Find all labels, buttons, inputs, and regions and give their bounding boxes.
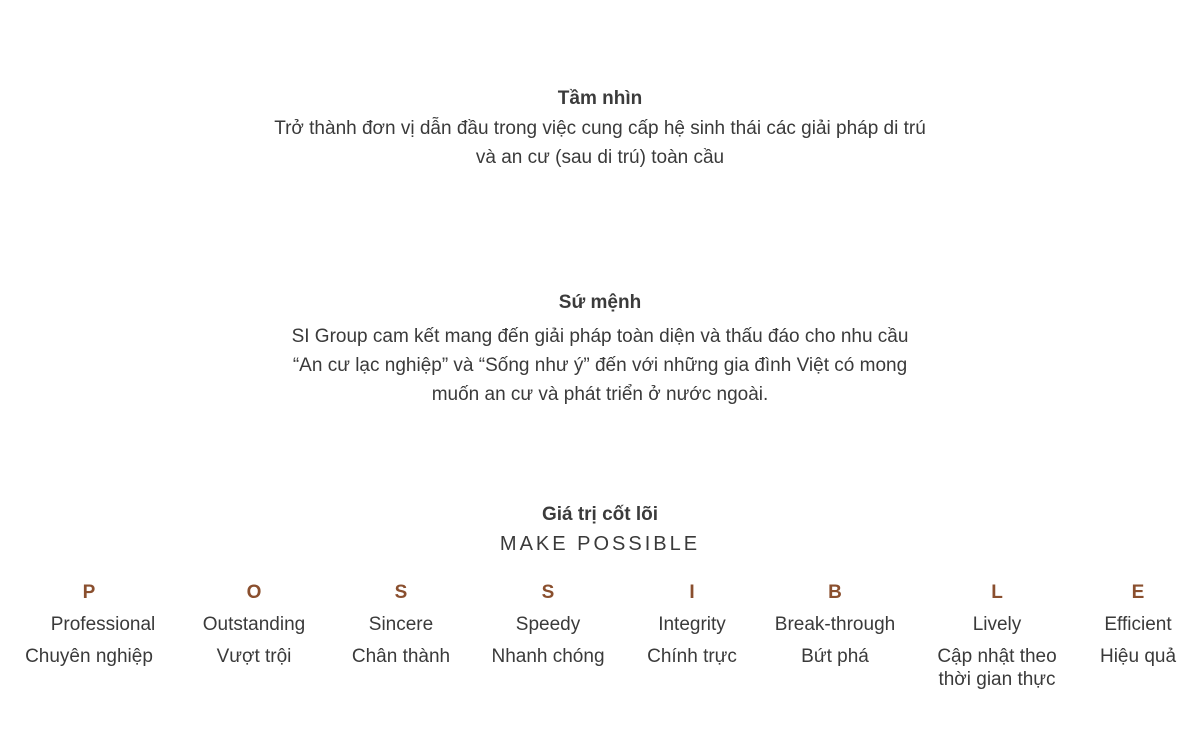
value-letter: I (689, 582, 695, 603)
value-english: Lively (972, 614, 1022, 635)
value-letter: P (82, 582, 96, 603)
vision-title: Tầm nhìn (557, 88, 643, 109)
core-values-title: Giá trị cốt lõi (541, 504, 659, 525)
mission-line-1: SI Group cam kết mang đến giải pháp toàn diện và thấu đáo cho nhu cầu (291, 326, 909, 347)
core-values-tagline: MAKE POSSIBLE (499, 533, 701, 555)
mission-text (0, 322, 1200, 409)
vision-line-1: Trở thành đơn vị dẫn đầu trong việc cung cấp hệ sinh thái các giải pháp di trú (274, 118, 926, 139)
value-column-break-through (775, 582, 895, 668)
value-letter: O (246, 582, 262, 603)
value-vietnamese: Nhanh chóng (491, 646, 605, 667)
value-vietnamese: Vượt trội (216, 646, 292, 667)
value-column-lively (937, 582, 1056, 691)
value-column-integrity (647, 582, 737, 668)
mission-section (0, 292, 1200, 409)
value-vietnamese-line-1: Cập nhật theo (937, 646, 1057, 667)
value-column-efficient (1100, 582, 1176, 668)
value-english: Sincere (368, 614, 434, 635)
value-english: Integrity (658, 614, 726, 635)
core-values-section (0, 504, 1200, 556)
mission-line-3: muốn an cư và phát triển ở nước ngoài. (431, 384, 769, 405)
value-vietnamese: Bứt phá (801, 646, 869, 667)
value-letter: E (1131, 582, 1145, 603)
value-vietnamese: Hiệu quả (1099, 646, 1177, 667)
vision-text (0, 114, 1200, 172)
value-column-outstanding (203, 582, 305, 668)
value-vietnamese (937, 645, 1056, 691)
value-english: Professional (50, 614, 156, 635)
value-column-professional (23, 582, 156, 668)
value-column-sincere (352, 582, 450, 668)
vision-section (0, 88, 1200, 172)
value-english: Break-through (774, 614, 896, 635)
value-english: Speedy (515, 614, 581, 635)
value-letter: S (394, 582, 408, 603)
value-column-speedy (491, 582, 604, 668)
mission-title: Sứ mệnh (558, 292, 642, 313)
value-vietnamese-line-2: thời gian thực (938, 669, 1056, 690)
value-vietnamese: Chính trực (647, 646, 737, 667)
value-vietnamese: Chuyên nghiệp (25, 646, 153, 667)
vision-line-2: và an cư (sau di trú) toàn cầu (475, 147, 725, 168)
value-english: Outstanding (202, 614, 306, 635)
mission-line-2: “An cư lạc nghiệp” và “Sống như ý” đến với những gia đình Việt có mong (292, 355, 908, 376)
value-letter: S (541, 582, 555, 603)
value-english: Efficient (1104, 614, 1172, 635)
value-letter: L (991, 582, 1003, 603)
value-letter: B (828, 582, 842, 603)
value-vietnamese: Chân thành (351, 646, 451, 667)
